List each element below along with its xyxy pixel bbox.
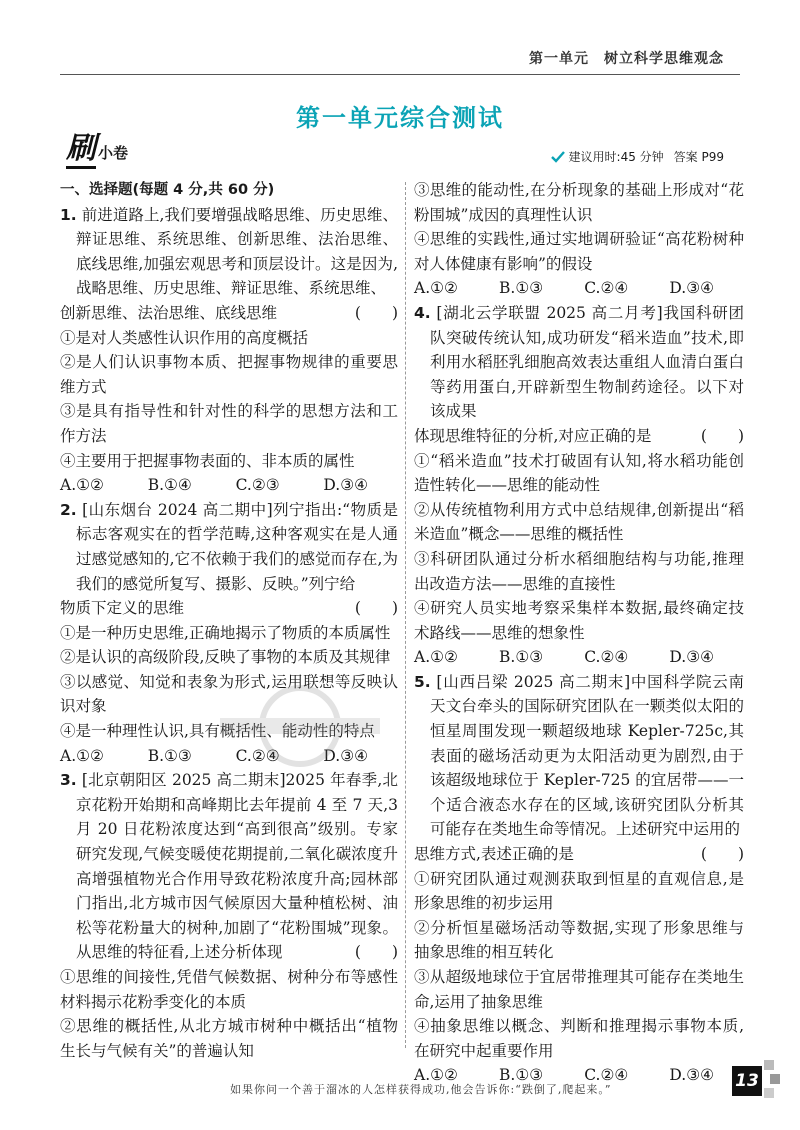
stem-end-line [60,301,398,326]
question-3 [60,768,398,965]
choice-b: B.①③ [499,279,544,298]
stem-end-line [414,842,744,867]
statement-1: ①研究团队通过观测获取到恒星的直观信息,是形象思维的初步运用 [414,869,744,913]
question-number: 5. [414,672,431,691]
statement-3: ③以感觉、知觉和表象为形式,运用联想等反映认识对象 [60,672,398,716]
stem-end-line [60,596,398,621]
choice-b: B.①③ [147,746,192,765]
question-5 [414,670,744,842]
question-number: 4. [414,303,431,322]
choice-c: C.②④ [584,279,629,298]
answer-blank: ( ) [700,426,744,445]
brand-small-text: 小卷 [98,144,129,162]
question-number: 2. [60,500,77,519]
watermark-logo [200,684,400,768]
question-number: 3. [60,771,77,790]
question-2 [60,498,398,596]
choice-a: A.①② [60,476,104,495]
answer-blank: ( ) [354,599,398,618]
question-1 [60,203,398,301]
statement-2: ②从传统植物利用方式中总结规律,创新提出“稻米造血”概念——思维的概括性 [414,500,744,544]
statement-1: ①是一种历史思维,正确地揭示了物质的本质属性 [60,623,391,642]
choice-d: D.③④ [323,476,368,495]
choice-d: D.③④ [323,746,368,765]
left-column [60,178,398,1063]
choice-a: A.①② [414,1066,458,1085]
question-stem: [山东烟台 2024 高二期中]列宁指出:“物质是标志客观实在的哲学范畴,这种客观实在是人通过感觉感知的,它不依赖于我们的感觉而存在,为我们的感觉所复写、摄影、反映。”列宁给 [76,500,398,593]
choice-c: C.②④ [584,1066,629,1085]
choice-a: A.①② [414,279,458,298]
statement-1: ①是对人类感性认识作用的高度概括 [60,328,309,347]
question-4 [414,301,744,424]
choice-c: C.②④ [235,746,280,765]
question-stem: [山西吕梁 2025 高二期末]中国科学院云南天文台牵头的国际研究团队在一颗类似太阳的恒星周围发现一颗超级地球 Kepler-725c,其表面的磁场活动更为太阳活动更为剧烈,由于该超级地球位于 Kepler-725 的宜居带——一个适合液态水存在的区域,该研究团队分析其可能存在类地生命等情况。上述研究中运用的 [430,672,744,839]
choice-c: C.②④ [584,648,629,667]
statement-4: ④主要用于把握事物表面的、非本质的属性 [60,451,355,470]
choice-a: A.①② [414,648,458,667]
statement-3: ③是具有指导性和针对性的科学的思想方法和工作方法 [60,402,398,445]
question-stem-last: 体现思维特征的分析,对应正确的是 [414,426,652,445]
question-stem-last: 思维方式,表述正确的是 [414,845,574,864]
brand-logo [66,131,129,169]
choice-c: C.②③ [235,476,280,495]
answer-page: 答案 P99 [673,150,724,164]
statement-4: ④是一种理性认识,具有概括性、能动性的特点 [60,722,375,741]
answer-blank: ( ) [354,943,398,962]
statement-1: ①“稻米造血”技术打破固有认知,将水稻功能创造性转化——思维的能动性 [414,451,744,495]
statement-3: ③思维的能动性,在分析现象的基础上形成对“花粉围城”成因的真理性认识 [414,181,744,224]
answer-blank: ( ) [700,845,744,864]
statement-3: ③从超级地球位于宜居带推理其可能存在类地生命,运用了抽象思维 [414,968,744,1011]
time-answer-meta [551,148,724,165]
section-title: 一、选择题(每题 4 分,共 60 分) [60,182,275,198]
answer-choices [414,645,744,670]
statement-2: ②分析恒星磁场活动等数据,实现了形象思维与抽象思维的相互转化 [414,918,744,962]
decorative-squares [752,1060,782,1100]
answer-blank: ( ) [354,303,398,322]
statement-3: ③科研团队通过分析水稻细胞结构与功能,推理出改造方法——思维的直接性 [414,549,744,593]
column-divider [405,182,406,1048]
statement-2: ②是人们认识事物本质、把握事物规律的重要思维方式 [60,353,398,396]
header-rule [60,74,740,75]
question-number: 1. [60,205,77,224]
choice-b: B.①③ [499,1066,544,1085]
statement-4: ④思维的实践性,通过实地调研验证“高花粉树种对人体健康有影响”的假设 [414,230,744,273]
answer-choices [414,276,744,301]
check-icon [551,150,565,164]
suggested-time: 建议用时:45 分钟 [568,150,664,164]
question-stem-last: 创新思维、法治思维、底线思维 [60,303,278,322]
footer-quote: 如果你问一个善于溜冰的人怎样获得成功,他会告诉你:“跌倒了,爬起来。” [230,1083,612,1096]
question-stem: [北京朝阳区 2025 高二期末]2025 年春季,北京花粉开始期和高峰期比去年提前 4 至 7 天,3 月 20 日花粉浓度达到“高到很高”级别。专家研究发现,气候变暖使花期提前,二氧化碳浓度升高增强植物光合作用导致花粉浓度升高;园林部门指出,北方城市因气候原因大量种植松树、油松等花粉量大的树种,加剧了“花粉围城”现象。从思维的特征看,上述分析体现 [76,771,398,962]
choice-b: B.①④ [147,476,192,495]
choice-b: B.①③ [499,648,544,667]
question-stem: [湖北云学联盟 2025 高二月考]我国科研团队突破传统认知,成功研发“稻米造血”技术,即利用水稻胚乳细胞高效表达重组人血清白蛋白等药用蛋白,开辟新型生物制药途径。以下对该成果 [430,303,744,421]
brand-big-char: 刷 [66,134,96,169]
answer-choices [60,473,398,498]
page-number: 13 [732,1066,762,1096]
running-head: 第一单元 树立科学思维观念 [529,51,724,67]
right-column [414,178,744,1088]
choice-a: A.①② [60,746,104,765]
statement-1: ①思维的间接性,凭借气候数据、树种分布等感性材料揭示花粉季变化的本质 [60,968,398,1011]
choice-d: D.③④ [669,279,714,298]
unit-title: 第一单元综合测试 [296,104,504,132]
question-stem: 前进道路上,我们要增强战略思维、历史思维、辩证思维、系统思维、创新思维、法治思维、底线思维,加强宏观思考和顶层设计。这是因为,战略思维、历史思维、辩证思维、系统思维、 [76,205,398,298]
statement-4: ④研究人员实地考察采集样本数据,最终确定技术路线——思维的想象性 [414,599,744,642]
statement-2: ②是认识的高级阶段,反映了事物的本质及其规律 [60,648,391,667]
choice-d: D.③④ [669,648,714,667]
statement-2: ②思维的概括性,从北方城市树种中概括出“植物生长与气候有关”的普遍认知 [60,1017,398,1060]
question-stem-last: 物质下定义的思维 [60,599,185,618]
statement-4: ④抽象思维以概念、判断和推理揭示事物本质,在研究中起重要作用 [414,1017,744,1060]
stem-end-line [414,424,744,449]
choice-d: D.③④ [669,1066,714,1085]
